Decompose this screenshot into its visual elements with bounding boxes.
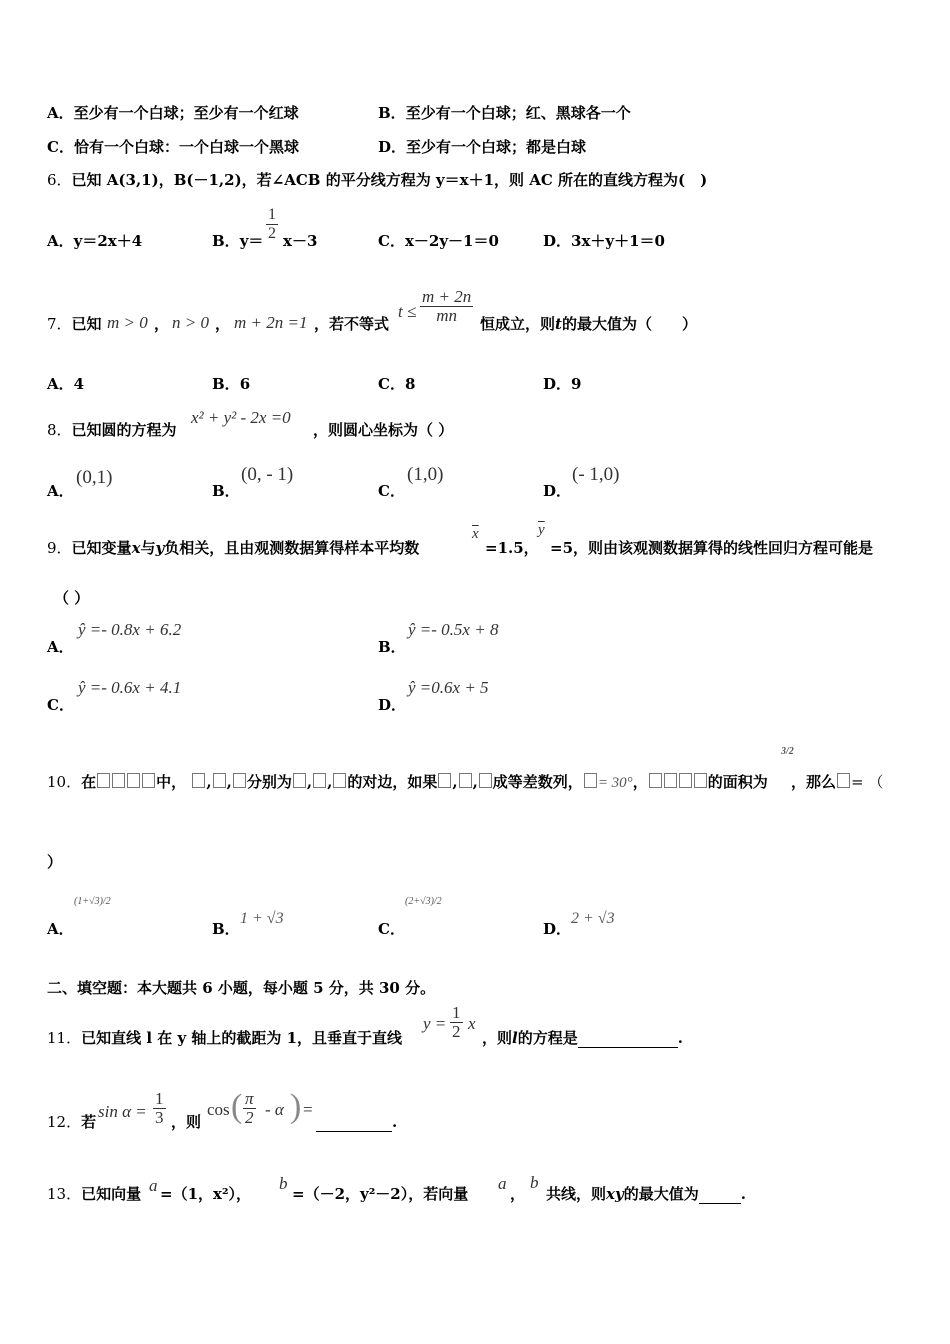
- missing-glyph-box: [213, 773, 226, 788]
- option-text: 至少有一个白球；都是白球: [406, 138, 587, 156]
- question-text: 已知圆的方程为: [71, 421, 177, 439]
- math-minus-alpha: - α: [265, 1100, 284, 1119]
- option-math: ŷ =- 0.5x + 8: [408, 620, 499, 639]
- question-text: 若: [81, 1113, 97, 1131]
- math-var: l: [512, 1029, 518, 1047]
- q8-option-c: [378, 480, 405, 501]
- math-var: y: [155, 539, 165, 557]
- option-math: (0, - 1): [241, 464, 294, 485]
- option-label: B．: [212, 920, 240, 938]
- option-label: D．: [543, 232, 572, 250]
- option-text: 4: [73, 375, 85, 393]
- question-text: 分别为: [246, 773, 292, 791]
- q12-fraction-2: [243, 1090, 256, 1127]
- math-text: =（－2，y²－2），若向量: [292, 1185, 469, 1203]
- question-text: 的方程是: [517, 1029, 578, 1047]
- right-paren: ): [290, 1088, 302, 1125]
- q5-option-c: [47, 136, 299, 157]
- fraction-numerator: π: [245, 1089, 254, 1108]
- q13-vector-b-def: [292, 1184, 468, 1204]
- q7-option-a: [47, 373, 84, 394]
- fraction-denominator: 3: [155, 1108, 164, 1127]
- q6-option-a: [47, 230, 142, 251]
- math-var: x: [131, 539, 141, 557]
- missing-glyph-box: [584, 773, 597, 788]
- question-text: 与: [140, 539, 156, 557]
- option-label: D．: [378, 696, 407, 714]
- option-label: D．: [543, 482, 572, 500]
- option-text: 9: [571, 375, 582, 393]
- math-vector-a: a: [498, 1174, 507, 1193]
- math-equals: =: [303, 1100, 313, 1119]
- missing-glyph-box: [142, 773, 155, 788]
- option-math: (0,1): [76, 467, 113, 488]
- q6-b-fraction: [266, 206, 278, 243]
- option-math: (- 1,0): [572, 464, 620, 485]
- option-label: C．: [47, 138, 74, 156]
- option-label: B．: [378, 638, 406, 656]
- option-label: B．: [212, 375, 240, 393]
- question-text: 共线，则: [546, 1185, 607, 1203]
- math-vector-b: b: [530, 1173, 539, 1192]
- option-label: B．: [212, 482, 240, 500]
- question-text: =5，则由该观测数据算得的线性回归方程可能是: [550, 539, 874, 557]
- option-label: A．: [47, 104, 74, 122]
- fraction-numerator: 1: [155, 1089, 164, 1108]
- option-math: (2+√3)/2: [405, 896, 442, 907]
- question-text: 的最大值为（ ）: [561, 315, 697, 333]
- question-number: 7．: [47, 315, 72, 333]
- missing-glyph-box: [694, 773, 707, 788]
- question-text: ，那么: [791, 773, 837, 791]
- math-circle-equation: x² + y² - 2x =0: [191, 408, 291, 427]
- q8-option-a: [47, 480, 74, 501]
- missing-glyph-box: [837, 773, 850, 788]
- q5-option-b: [378, 102, 631, 123]
- option-label: A．: [47, 375, 74, 393]
- punct: ，: [215, 315, 231, 333]
- q9-option-a: [47, 636, 74, 657]
- question-text: ，则: [171, 1113, 202, 1131]
- missing-glyph-box: [664, 773, 677, 788]
- answer-blank[interactable]: [316, 1131, 392, 1132]
- punct: .: [677, 1029, 683, 1047]
- option-label: C．: [378, 920, 405, 938]
- q6-option-b-rest: [283, 230, 317, 251]
- question-text: ，则: [482, 1029, 513, 1047]
- q12-answer: [316, 1112, 397, 1132]
- question-text: ，则圆心坐标为（ ）: [313, 421, 454, 439]
- question-text: 中，: [156, 773, 187, 791]
- answer-blank[interactable]: [699, 1203, 741, 1204]
- question-text: 已知变量: [71, 539, 132, 557]
- question-text: 已知: [71, 315, 102, 333]
- option-label: B．: [378, 104, 406, 122]
- option-label: C．: [378, 232, 405, 250]
- option-label: A．: [47, 638, 74, 656]
- q5-option-d: [378, 136, 586, 157]
- q13-vector-a-def: [160, 1184, 251, 1204]
- math-y-bar: $\overline{y}$: [538, 522, 545, 538]
- missing-glyph-box: [459, 773, 472, 788]
- q13-stem-end: [546, 1184, 746, 1204]
- missing-glyph-box: [293, 773, 306, 788]
- option-math: ŷ =0.6x + 5: [408, 678, 489, 697]
- fraction-denominator: 2: [245, 1108, 254, 1127]
- math-sin: sin α =: [98, 1102, 147, 1121]
- missing-glyph-box: [679, 773, 692, 788]
- q12-fraction-1: [153, 1090, 166, 1127]
- option-math: 2 + √3: [571, 910, 615, 927]
- q7-option-d: [543, 373, 581, 394]
- punct: .: [740, 1185, 746, 1203]
- q10-close-paren: ）: [47, 853, 63, 871]
- q9-option-d: [378, 694, 406, 715]
- option-text: x－2y－1＝0: [404, 232, 499, 250]
- q10-stem-end: [791, 772, 883, 792]
- q10-option-b: [212, 918, 240, 939]
- question-number: 13．: [47, 1185, 82, 1203]
- q11-stem: [47, 1028, 402, 1048]
- math-var: xy: [606, 1185, 624, 1203]
- option-text: 6: [239, 375, 251, 393]
- option-label: A．: [47, 482, 74, 500]
- q10-option-d: [543, 918, 571, 939]
- left-paren: (: [231, 1088, 243, 1125]
- q9-answer-paren: （ ）: [54, 589, 90, 607]
- question-number: 12．: [47, 1113, 82, 1131]
- option-text: 至少有一个白球；红、黑球各一个: [405, 104, 631, 122]
- question-text: =1.5，: [485, 539, 539, 557]
- missing-glyph-box: [233, 773, 246, 788]
- punct: ，: [510, 1185, 526, 1203]
- option-text: 8: [404, 375, 416, 393]
- option-label: D．: [543, 375, 572, 393]
- math-line-y: y =: [423, 1014, 447, 1033]
- missing-glyph-box: [333, 773, 346, 788]
- q10-stem: 10．在 中， , , 分别为 , , 的对边，如果 , , 成等差数列， = 30°， 的面积为: [47, 773, 768, 791]
- question-text: 已知 A(3,1)，B(－1,2)，若∠ACB 的平分线方程为 y＝x＋1，则 AC 所在的直线方程为( ): [71, 171, 708, 189]
- math-inequality: t ≤: [398, 302, 417, 321]
- math-n-positive: n > 0: [172, 313, 209, 332]
- q7-option-c: [378, 373, 415, 394]
- math-var: t: [555, 315, 562, 333]
- q6-option-c: [378, 230, 499, 251]
- question-number: 10．: [47, 773, 82, 791]
- q10-option-a: [47, 918, 74, 939]
- math-text: =（1，x²），: [160, 1185, 252, 1203]
- question-text: 成等差数列，: [492, 773, 583, 791]
- section-heading: 二、填空题：本大题共 6 小题，每小题 5 分，共 30 分。: [47, 979, 436, 997]
- q11-fraction: [450, 1004, 463, 1041]
- question-number: 9．: [47, 539, 72, 557]
- missing-glyph-box: [192, 773, 205, 788]
- option-label: C．: [378, 482, 405, 500]
- q9-option-c: [47, 694, 74, 715]
- punct: ，: [154, 315, 170, 333]
- math-angle: = 30°: [597, 775, 633, 791]
- missing-glyph-box: [313, 773, 326, 788]
- missing-glyph-box: [97, 773, 110, 788]
- fraction-numerator: m + 2n: [422, 287, 472, 306]
- option-label: C．: [47, 696, 74, 714]
- option-math: (1,0): [407, 464, 444, 485]
- question-text: 的最大值为: [623, 1185, 699, 1203]
- math-vector-a: a: [149, 1176, 158, 1195]
- math-cos: cos: [207, 1100, 230, 1119]
- fraction-numerator: 1: [452, 1003, 461, 1022]
- q7-fraction: [420, 288, 473, 325]
- fraction-numerator: 1: [268, 206, 276, 223]
- option-text: x－3: [283, 232, 318, 250]
- answer-blank[interactable]: [578, 1047, 678, 1048]
- option-text: 恰有一个白球：一个白球一个黑球: [73, 138, 299, 156]
- option-math: ŷ =- 0.8x + 6.2: [78, 620, 182, 639]
- punct: .: [392, 1113, 398, 1131]
- math-x-bar: $\overline{x}$: [472, 526, 479, 542]
- q13-stem-start: [47, 1184, 141, 1204]
- q10-option-c: [378, 918, 405, 939]
- question-text: ，若不等式: [314, 315, 390, 333]
- option-label: A．: [47, 920, 74, 938]
- q7-option-b: [212, 373, 250, 394]
- missing-glyph-box: [127, 773, 140, 788]
- missing-glyph-box: [649, 773, 662, 788]
- q8-option-d: [543, 480, 571, 501]
- math-var: x: [468, 1014, 476, 1033]
- fraction-denominator: mn: [436, 306, 458, 325]
- missing-glyph-box: [112, 773, 125, 788]
- option-label: A．: [47, 232, 74, 250]
- missing-glyph-box: [438, 773, 451, 788]
- q6-option-b: [212, 230, 263, 251]
- option-label: C．: [378, 375, 405, 393]
- option-text: y＝: [239, 232, 264, 250]
- option-label: D．: [378, 138, 407, 156]
- q8-stem: [47, 420, 177, 440]
- option-label: D．: [543, 920, 572, 938]
- fraction-denominator: 2: [268, 225, 276, 242]
- question-text: 已知直线 l 在 y 轴上的截距为 1，且垂直于直线: [81, 1029, 403, 1047]
- question-number: 8．: [47, 421, 72, 439]
- math-constraint: m + 2n =1: [234, 313, 308, 332]
- q5-option-a: [47, 102, 299, 123]
- q9-option-b: [378, 636, 406, 657]
- q7-stem-end: [480, 314, 697, 334]
- fraction-denominator: 2: [452, 1022, 461, 1041]
- option-text: 3x＋y＋1＝0: [571, 232, 665, 250]
- question-text: 在: [81, 773, 97, 791]
- question-text: ，: [632, 773, 648, 791]
- q7-num: [47, 314, 102, 334]
- q8-option-b: [212, 480, 240, 501]
- q11-stem-end: [482, 1028, 683, 1048]
- question-text: 的面积为: [707, 773, 768, 791]
- missing-glyph-box: [479, 773, 492, 788]
- math-m-positive: m > 0: [107, 313, 148, 332]
- question-number: 6．: [47, 171, 72, 189]
- q12-stem: [47, 1112, 96, 1132]
- question-text: 的对边，如果: [347, 773, 438, 791]
- q9-stem-part1: [47, 538, 419, 558]
- q6-option-d: [543, 230, 665, 251]
- option-text: y＝2x＋4: [73, 232, 143, 250]
- math-equals: = （: [851, 773, 884, 791]
- math-area-value: 3/2: [781, 746, 794, 757]
- option-math: 1 + √3: [240, 910, 284, 927]
- option-math: (1+√3)/2: [74, 896, 111, 907]
- option-math: ŷ =- 0.6x + 4.1: [78, 678, 182, 697]
- q6-stem: [47, 170, 707, 190]
- question-number: 11．: [47, 1029, 82, 1047]
- option-text: 至少有一个白球；至少有一个红球: [73, 104, 299, 122]
- question-text: 负相关，且由观测数据算得样本平均数: [164, 539, 420, 557]
- math-vector-b: b: [279, 1174, 288, 1193]
- option-label: B．: [212, 232, 240, 250]
- question-text: 已知向量: [81, 1185, 142, 1203]
- question-text: 恒成立，则: [480, 315, 556, 333]
